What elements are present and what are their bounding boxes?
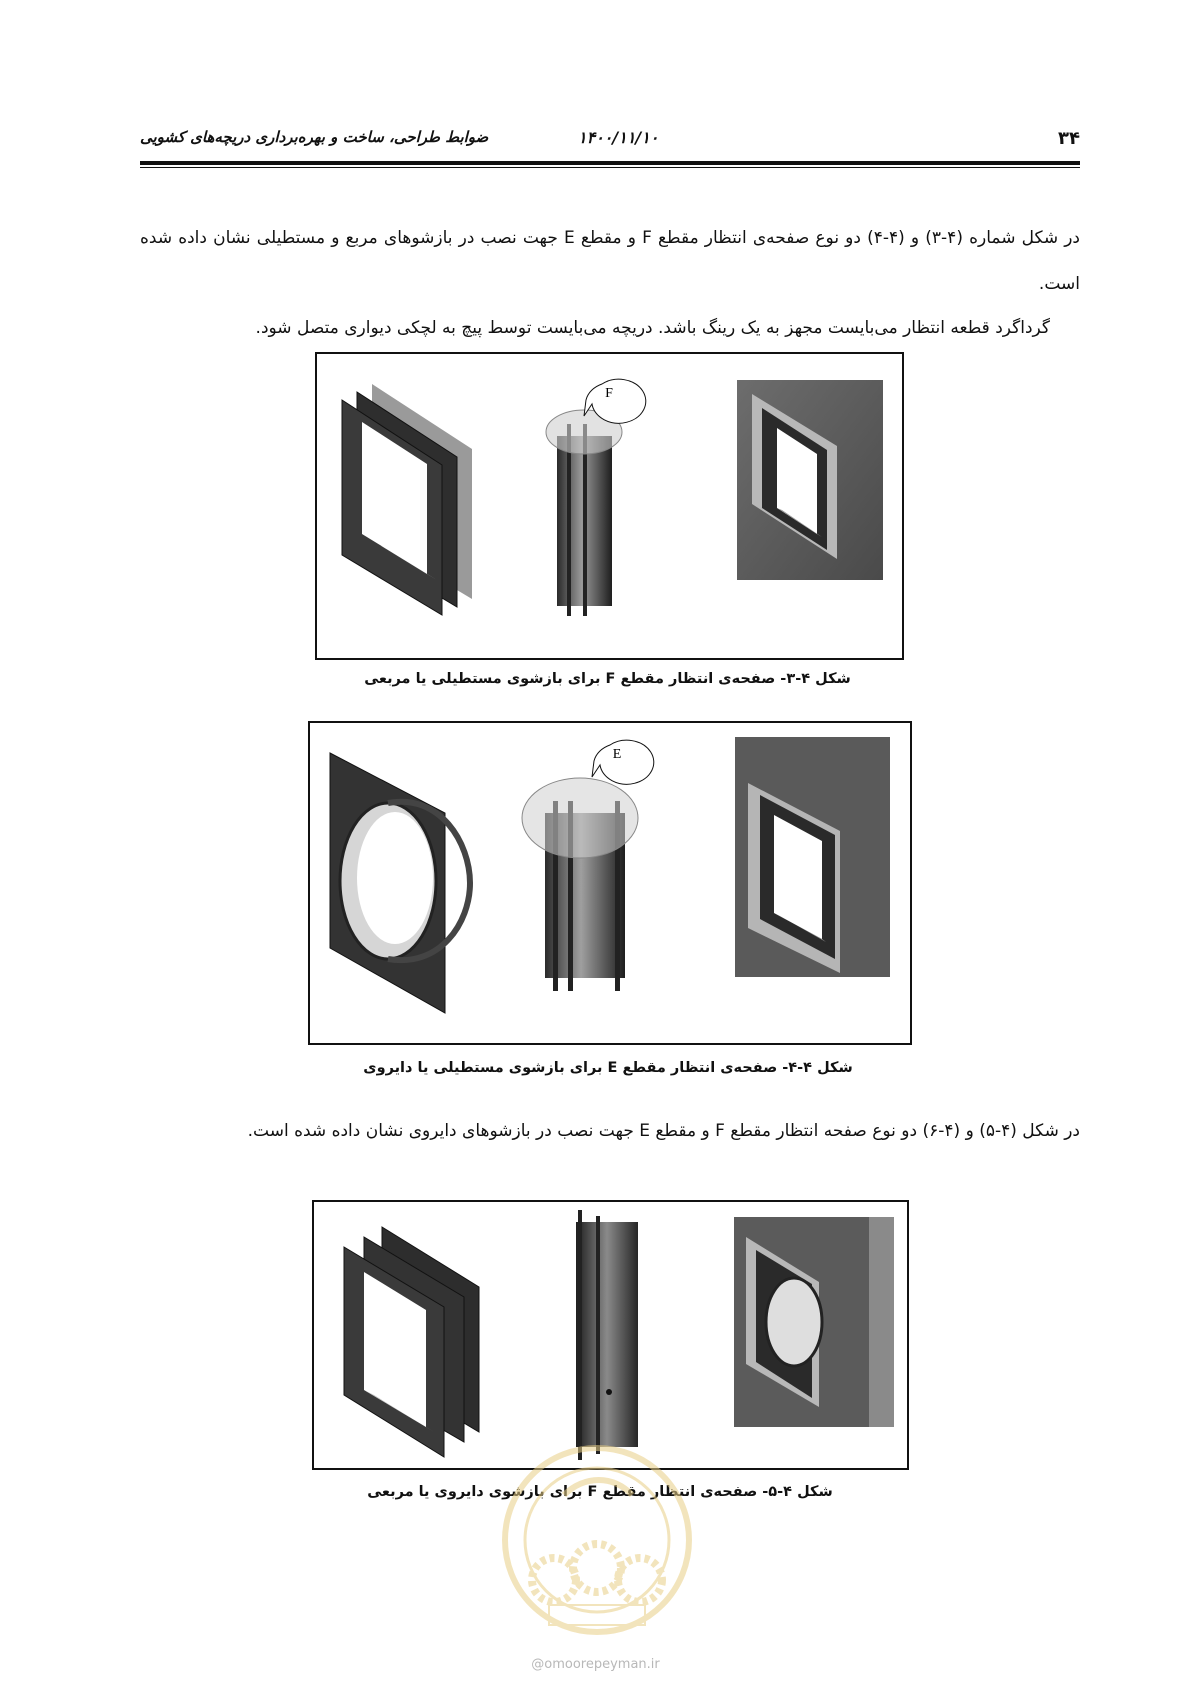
watermark-logo <box>494 1440 700 1640</box>
figure-4-4-drawing <box>310 723 910 1043</box>
figure-4-5-drawing <box>314 1202 907 1468</box>
header-rule-thick <box>140 161 1080 165</box>
watermark-url: @omoorepeyman.ir <box>531 1657 660 1672</box>
section-e-profile <box>522 740 654 991</box>
round-duct-frame-isometric <box>330 753 470 1013</box>
square-frame-f-isometric <box>344 1227 479 1457</box>
callout-e-label: E <box>612 747 622 762</box>
paragraph-2: گرداگرد قطعه انتظار می‌بایست مجهز به یک رینگ باشد. دریچه می‌بایست توسط پیچ به لچکی دیواری متصل شود. <box>255 318 1050 338</box>
wall-installation-photo <box>737 380 883 580</box>
figure-4-3-caption: شکل ۴-۳- صفحه‌ی انتظار مقطع F برای بازشوی مستطیلی یا مربعی <box>364 671 851 687</box>
figure-4-5 <box>312 1200 909 1470</box>
figure-4-5-caption: شکل ۴-۵- صفحه‌ی انتظار مقطع F برای بازشوی دایروی یا مربعی <box>367 1484 833 1500</box>
paragraph-1: در شکل شماره (۴-۳) و (۴-۴) دو نوع صفحه‌ی انتظار مقطع F و مقطع E جهت نصب در بازشوهای مربع و مستطیلی نشان داده شده است. <box>140 228 1080 294</box>
callout-f-label: F <box>605 386 613 401</box>
figure-4-4-caption: شکل ۴-۴- صفحه‌ی انتظار مقطع E برای بازشوی مستطیلی یا دایروی <box>363 1060 853 1076</box>
section-f-round-profile <box>576 1210 638 1460</box>
paragraph-3: در شکل (۴-۵) و (۴-۶) دو نوع صفحه انتظار مقطع F و مقطع E جهت نصب در بازشوهای دایروی نشان داده شده است. <box>247 1121 1080 1141</box>
header-date: ۱۴۰۰/۱۱/۱۰ <box>578 128 659 147</box>
page-header <box>140 128 1080 168</box>
wall-installation-round-photo <box>734 1217 894 1427</box>
page-number: ۳۴ <box>1058 128 1080 149</box>
wall-installation-e-photo <box>735 737 890 977</box>
header-title: ضوابط طراحی، ساخت و بهره‌برداری دریچه‌های کشویی <box>140 128 489 146</box>
header-rule-thin <box>140 167 1080 168</box>
section-f-profile <box>546 379 646 616</box>
square-frame-isometric <box>342 384 472 615</box>
figure-4-3 <box>315 352 904 660</box>
figure-4-3-drawing <box>317 354 902 658</box>
figure-4-4 <box>308 721 912 1045</box>
